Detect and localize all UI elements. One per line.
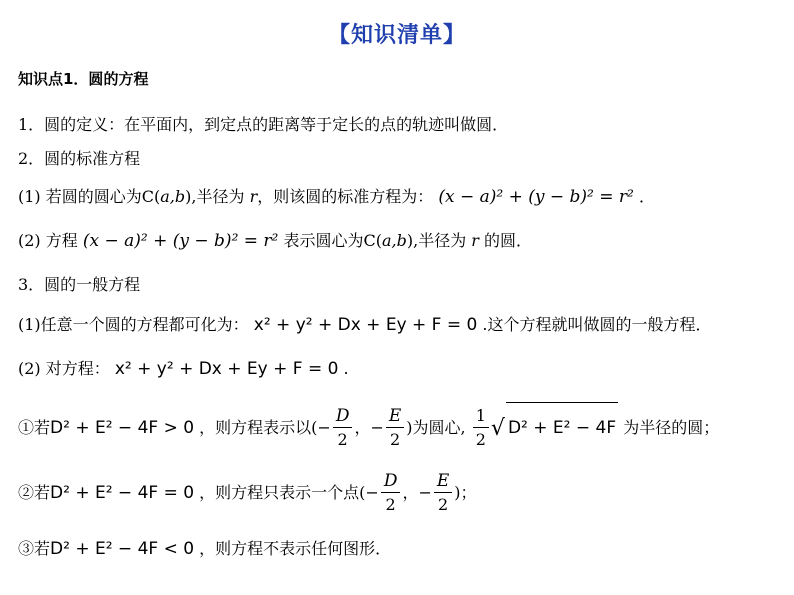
std2-prefix: (2) 方程 bbox=[18, 231, 78, 250]
std1-end: ． bbox=[638, 187, 655, 206]
case1-text2: )为圆心, bbox=[406, 418, 466, 437]
standard-item-1 bbox=[18, 186, 655, 208]
gen1-end: .这个方程就叫做圆的一般方程． bbox=[482, 315, 712, 334]
neg-e-fraction-2: $\frac{E}{2}$ bbox=[434, 470, 452, 517]
std2-end: 的圆． bbox=[484, 231, 533, 250]
standard-equation-2: (x − a)² + (y − b)² = r² bbox=[82, 231, 279, 251]
page-title: 【知识清单】 bbox=[327, 23, 466, 48]
comma: ， bbox=[354, 418, 371, 437]
neg-d-fraction: $\frac{D}{2}$ bbox=[333, 405, 353, 452]
std1-center: a,b bbox=[160, 187, 186, 206]
case2-cond: = 0 bbox=[158, 483, 195, 503]
std1-text2: ，则该圆的标准方程为： bbox=[257, 187, 434, 206]
std2-mid: 表示圆心为C( bbox=[283, 231, 382, 250]
general-heading: 3．圆的一般方程 bbox=[18, 275, 141, 294]
general-equation-2: x² + y² + Dx + Ey + F = 0 bbox=[114, 359, 339, 379]
std2-center: a,b bbox=[381, 231, 407, 250]
general-item-2 bbox=[18, 358, 349, 380]
comma-2: ， bbox=[402, 483, 419, 502]
case-2: ②若D² + E² − 4F = 0 ，则方程只表示一个点(− $\frac{D}{2}$ ，− $\frac{E}{2}$ )； bbox=[18, 468, 477, 518]
general-equation: x² + y² + Dx + Ey + F = 0 bbox=[253, 315, 478, 335]
standard-equation: (x − a)² + (y − b)² = r² bbox=[438, 187, 634, 207]
case1-expr: D² + E² − 4F bbox=[50, 418, 159, 438]
case-3 bbox=[18, 538, 391, 560]
point-heading: 知识点1．圆的方程 bbox=[18, 70, 149, 88]
case2-expr: D² + E² − 4F bbox=[50, 483, 159, 503]
std2-mid2: ),半径为 bbox=[406, 231, 467, 250]
sqrt-body: D² + E² − 4F bbox=[506, 402, 618, 453]
standard-item-2 bbox=[18, 230, 532, 252]
case3-cond: < 0 bbox=[158, 539, 195, 559]
general-item-1 bbox=[18, 314, 712, 336]
gen1-prefix: (1)任意一个圆的方程都可化为： bbox=[18, 315, 249, 334]
case3-expr: D² + E² − 4F bbox=[50, 539, 159, 559]
standard-heading: 2．圆的标准方程 bbox=[18, 149, 141, 168]
half-fraction: $\frac{1}{2}$ bbox=[473, 405, 489, 452]
case-1: ①若D² + E² − 4F > 0 ，则方程表示以(− $\frac{D}{2}$ ，− $\frac{E}{2}$ )为圆心, $\frac{1}{2}$ √ D² + E² − 4F 为半径的圆； bbox=[18, 402, 719, 454]
neg-e-fraction: $\frac{E}{2}$ bbox=[386, 405, 404, 452]
case2-end: )； bbox=[454, 483, 477, 502]
case1-text3: 为半径的圆； bbox=[623, 418, 720, 437]
case3-text: ，则方程不表示任何图形． bbox=[199, 539, 392, 558]
std1-prefix: (1) 若圆的圆心为C( bbox=[18, 187, 161, 206]
case1-prefix: ①若 bbox=[18, 418, 51, 437]
neg-d-fraction-2: $\frac{D}{2}$ bbox=[381, 470, 401, 517]
std2-radius: r bbox=[471, 231, 479, 250]
definition-line: 1．圆的定义：在平面内，到定点的距离等于定长的点的轨迹叫做圆． bbox=[18, 115, 509, 134]
gen2-end: . bbox=[343, 359, 349, 378]
case1-cond: > 0 bbox=[158, 418, 195, 438]
case2-text1: ，则方程只表示一个点( bbox=[199, 483, 366, 502]
case2-prefix: ②若 bbox=[18, 483, 51, 502]
case1-text1: ，则方程表示以( bbox=[199, 418, 318, 437]
case3-prefix: ③若 bbox=[18, 539, 51, 558]
gen2-prefix: (2) 对方程： bbox=[18, 359, 110, 378]
std1-mid: ),半径为 bbox=[185, 187, 245, 206]
std1-radius: r bbox=[249, 187, 258, 206]
sqrt-sign: √ bbox=[490, 416, 505, 441]
